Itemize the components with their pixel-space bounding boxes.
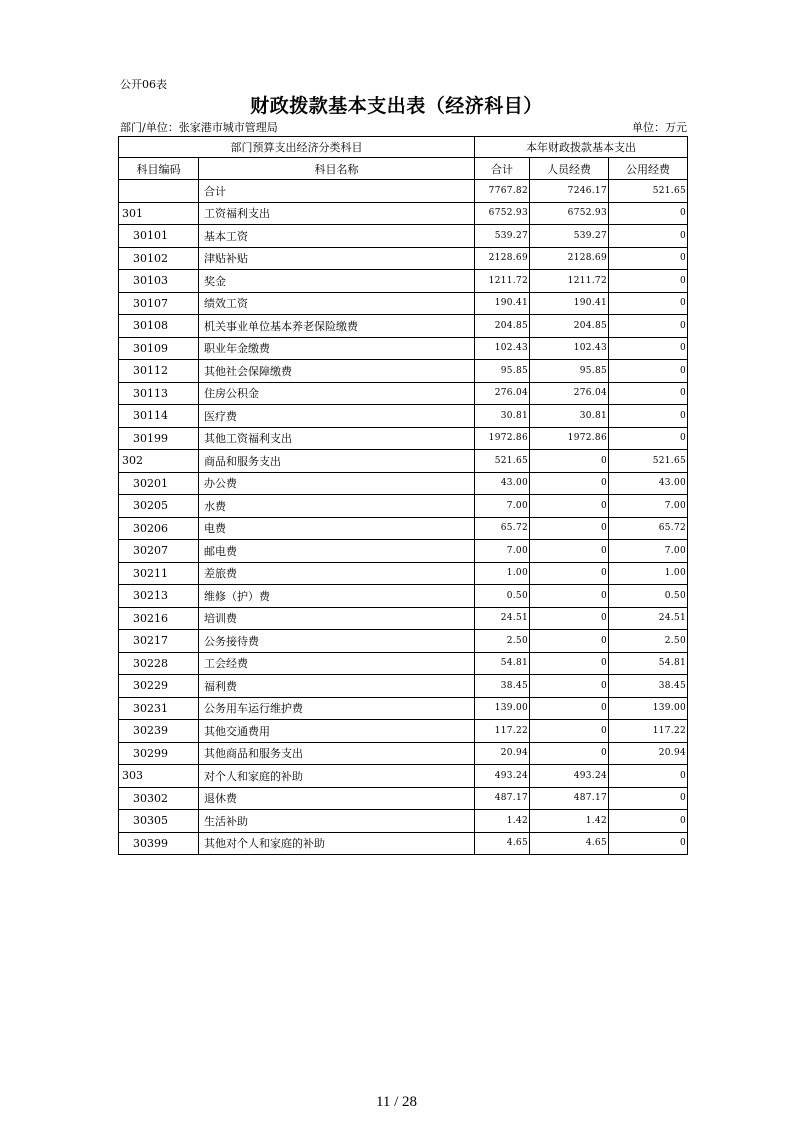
row-personnel: 0 [530,697,609,720]
row-personnel: 0 [530,585,609,608]
row-personnel: 1972.86 [530,427,609,450]
row-name: 公务用车运行维护费 [199,697,475,720]
row-public: 20.94 [609,742,688,765]
row-personnel: 0 [530,495,609,518]
row-personnel: 0 [530,472,609,495]
row-name: 维修（护）费 [199,585,475,608]
table-row [119,652,688,675]
table-row [119,517,688,540]
row-code: 30107 [119,292,199,315]
row-public: 54.81 [609,652,688,675]
table-row [119,630,688,653]
table-row [119,360,688,383]
row-personnel: 1.42 [530,810,609,833]
row-name: 工资福利支出 [199,202,475,225]
row-name: 住房公积金 [199,382,475,405]
row-personnel: 7246.17 [530,180,609,203]
row-personnel: 2128.69 [530,247,609,270]
header-group-right: 本年财政拨款基本支出 [475,137,688,158]
row-personnel: 0 [530,450,609,473]
row-total: 7767.82 [475,180,530,203]
row-code: 30239 [119,720,199,743]
row-name: 其他商品和服务支出 [199,742,475,765]
row-total: 65.72 [475,517,530,540]
row-name: 培训费 [199,607,475,630]
row-code: 30114 [119,405,199,428]
row-personnel: 0 [530,607,609,630]
row-total: 30.81 [475,405,530,428]
row-public: 0 [609,292,688,315]
row-total: 0.50 [475,585,530,608]
row-code: 30201 [119,472,199,495]
row-total: 493.24 [475,765,530,788]
row-personnel: 204.85 [530,315,609,338]
row-public: 0 [609,382,688,405]
row-name: 职业年金缴费 [199,337,475,360]
row-code: 30305 [119,810,199,833]
table-row [119,315,688,338]
form-code: 公开06表 [120,78,167,91]
row-total: 2.50 [475,630,530,653]
row-name: 商品和服务支出 [199,450,475,473]
row-total: 1.42 [475,810,530,833]
table-row [119,270,688,293]
row-name: 对个人和家庭的补助 [199,765,475,788]
expenditure-table [118,136,688,855]
row-public: 7.00 [609,540,688,563]
table-row [119,765,688,788]
table-row [119,450,688,473]
row-code: 30109 [119,337,199,360]
row-name: 办公费 [199,472,475,495]
row-code: 303 [119,765,199,788]
row-personnel: 0 [530,562,609,585]
header-group-left: 部门预算支出经济分类科目 [119,137,475,158]
row-code: 30211 [119,562,199,585]
row-public: 7.00 [609,495,688,518]
row-name: 医疗费 [199,405,475,428]
table-body [119,180,688,855]
table-row [119,562,688,585]
row-personnel: 0 [530,675,609,698]
table-row [119,742,688,765]
department-label: 部门/单位：张家港市城市管理局 [120,121,278,134]
row-public: 43.00 [609,472,688,495]
row-total: 4.65 [475,832,530,855]
row-name: 差旅费 [199,562,475,585]
row-public: 0 [609,337,688,360]
row-code: 30108 [119,315,199,338]
table-row [119,405,688,428]
row-total: 204.85 [475,315,530,338]
row-name: 绩效工资 [199,292,475,315]
row-code: 30217 [119,630,199,653]
row-code: 30228 [119,652,199,675]
header-code: 科目编码 [119,158,199,180]
row-name: 电费 [199,517,475,540]
row-code: 30399 [119,832,199,855]
row-name: 邮电费 [199,540,475,563]
row-name: 工会经费 [199,652,475,675]
row-public: 1.00 [609,562,688,585]
row-code: 301 [119,202,199,225]
row-public: 0 [609,315,688,338]
row-public: 0 [609,405,688,428]
row-total: 117.22 [475,720,530,743]
row-name: 生活补助 [199,810,475,833]
row-public: 0 [609,247,688,270]
row-personnel: 95.85 [530,360,609,383]
row-total: 95.85 [475,360,530,383]
row-public: 0 [609,765,688,788]
row-personnel: 4.65 [530,832,609,855]
row-total: 139.00 [475,697,530,720]
row-total: 38.45 [475,675,530,698]
row-code: 30102 [119,247,199,270]
row-public: 0 [609,270,688,293]
row-name: 其他对个人和家庭的补助 [199,832,475,855]
row-total: 276.04 [475,382,530,405]
page-number: 11 / 28 [375,1094,418,1110]
row-personnel: 30.81 [530,405,609,428]
table-row [119,247,688,270]
row-total: 54.81 [475,652,530,675]
row-public: 38.45 [609,675,688,698]
table-row [119,495,688,518]
row-code: 30216 [119,607,199,630]
table-row [119,607,688,630]
row-name: 其他交通费用 [199,720,475,743]
table-group-header-row [119,137,688,158]
row-public: 0.50 [609,585,688,608]
row-code: 302 [119,450,199,473]
row-personnel: 6752.93 [530,202,609,225]
row-name: 退休费 [199,787,475,810]
row-name: 合计 [199,180,475,203]
row-total: 190.41 [475,292,530,315]
table-row [119,337,688,360]
table-row [119,292,688,315]
row-total: 1211.72 [475,270,530,293]
row-public: 139.00 [609,697,688,720]
table-row [119,787,688,810]
row-name: 福利费 [199,675,475,698]
table-row [119,202,688,225]
row-personnel: 0 [530,540,609,563]
row-personnel: 487.17 [530,787,609,810]
row-code: 30101 [119,225,199,248]
row-personnel: 1211.72 [530,270,609,293]
unit-label: 单位：万元 [632,121,687,134]
row-code: 30213 [119,585,199,608]
row-personnel: 0 [530,652,609,675]
table-row [119,720,688,743]
row-personnel: 539.27 [530,225,609,248]
row-public: 117.22 [609,720,688,743]
row-total: 1.00 [475,562,530,585]
table-row [119,472,688,495]
row-total: 2128.69 [475,247,530,270]
row-code: 30229 [119,675,199,698]
header-name: 科目名称 [199,158,475,180]
row-name: 奖金 [199,270,475,293]
header-personnel: 人员经费 [530,158,609,180]
row-name: 水费 [199,495,475,518]
row-personnel: 493.24 [530,765,609,788]
table-row [119,675,688,698]
row-public: 0 [609,202,688,225]
table-row [119,180,688,203]
row-total: 20.94 [475,742,530,765]
row-total: 7.00 [475,540,530,563]
row-personnel: 0 [530,517,609,540]
row-name: 其他社会保障缴费 [199,360,475,383]
row-code: 30231 [119,697,199,720]
row-code: 30206 [119,517,199,540]
row-code [119,180,199,203]
row-code: 30103 [119,270,199,293]
row-total: 7.00 [475,495,530,518]
row-name: 机关事业单位基本养老保险缴费 [199,315,475,338]
row-code: 30205 [119,495,199,518]
row-public: 521.65 [609,450,688,473]
row-name: 公务接待费 [199,630,475,653]
row-public: 0 [609,787,688,810]
row-public: 0 [609,810,688,833]
row-public: 0 [609,427,688,450]
row-code: 30199 [119,427,199,450]
row-personnel: 0 [530,720,609,743]
table-column-header-row [119,158,688,180]
row-public: 0 [609,360,688,383]
row-code: 30302 [119,787,199,810]
table-row [119,810,688,833]
row-personnel: 102.43 [530,337,609,360]
row-total: 43.00 [475,472,530,495]
row-total: 24.51 [475,607,530,630]
row-personnel: 0 [530,630,609,653]
header-total: 合计 [475,158,530,180]
table-row [119,225,688,248]
row-code: 30207 [119,540,199,563]
row-public: 24.51 [609,607,688,630]
table-row [119,382,688,405]
header-public: 公用经费 [609,158,688,180]
row-total: 539.27 [475,225,530,248]
row-public: 0 [609,832,688,855]
table-row [119,585,688,608]
table-row [119,832,688,855]
row-public: 2.50 [609,630,688,653]
row-total: 1972.86 [475,427,530,450]
row-public: 0 [609,225,688,248]
row-personnel: 0 [530,742,609,765]
row-code: 30299 [119,742,199,765]
row-personnel: 190.41 [530,292,609,315]
row-name: 津贴补贴 [199,247,475,270]
row-name: 基本工资 [199,225,475,248]
row-total: 6752.93 [475,202,530,225]
row-code: 30113 [119,382,199,405]
row-total: 487.17 [475,787,530,810]
row-public: 65.72 [609,517,688,540]
table-row [119,540,688,563]
row-code: 30112 [119,360,199,383]
row-name: 其他工资福利支出 [199,427,475,450]
row-total: 521.65 [475,450,530,473]
row-total: 102.43 [475,337,530,360]
table-row [119,427,688,450]
page-title: 财政拨款基本支出表（经济科目） [250,95,543,117]
row-personnel: 276.04 [530,382,609,405]
row-public: 521.65 [609,180,688,203]
table-row [119,697,688,720]
